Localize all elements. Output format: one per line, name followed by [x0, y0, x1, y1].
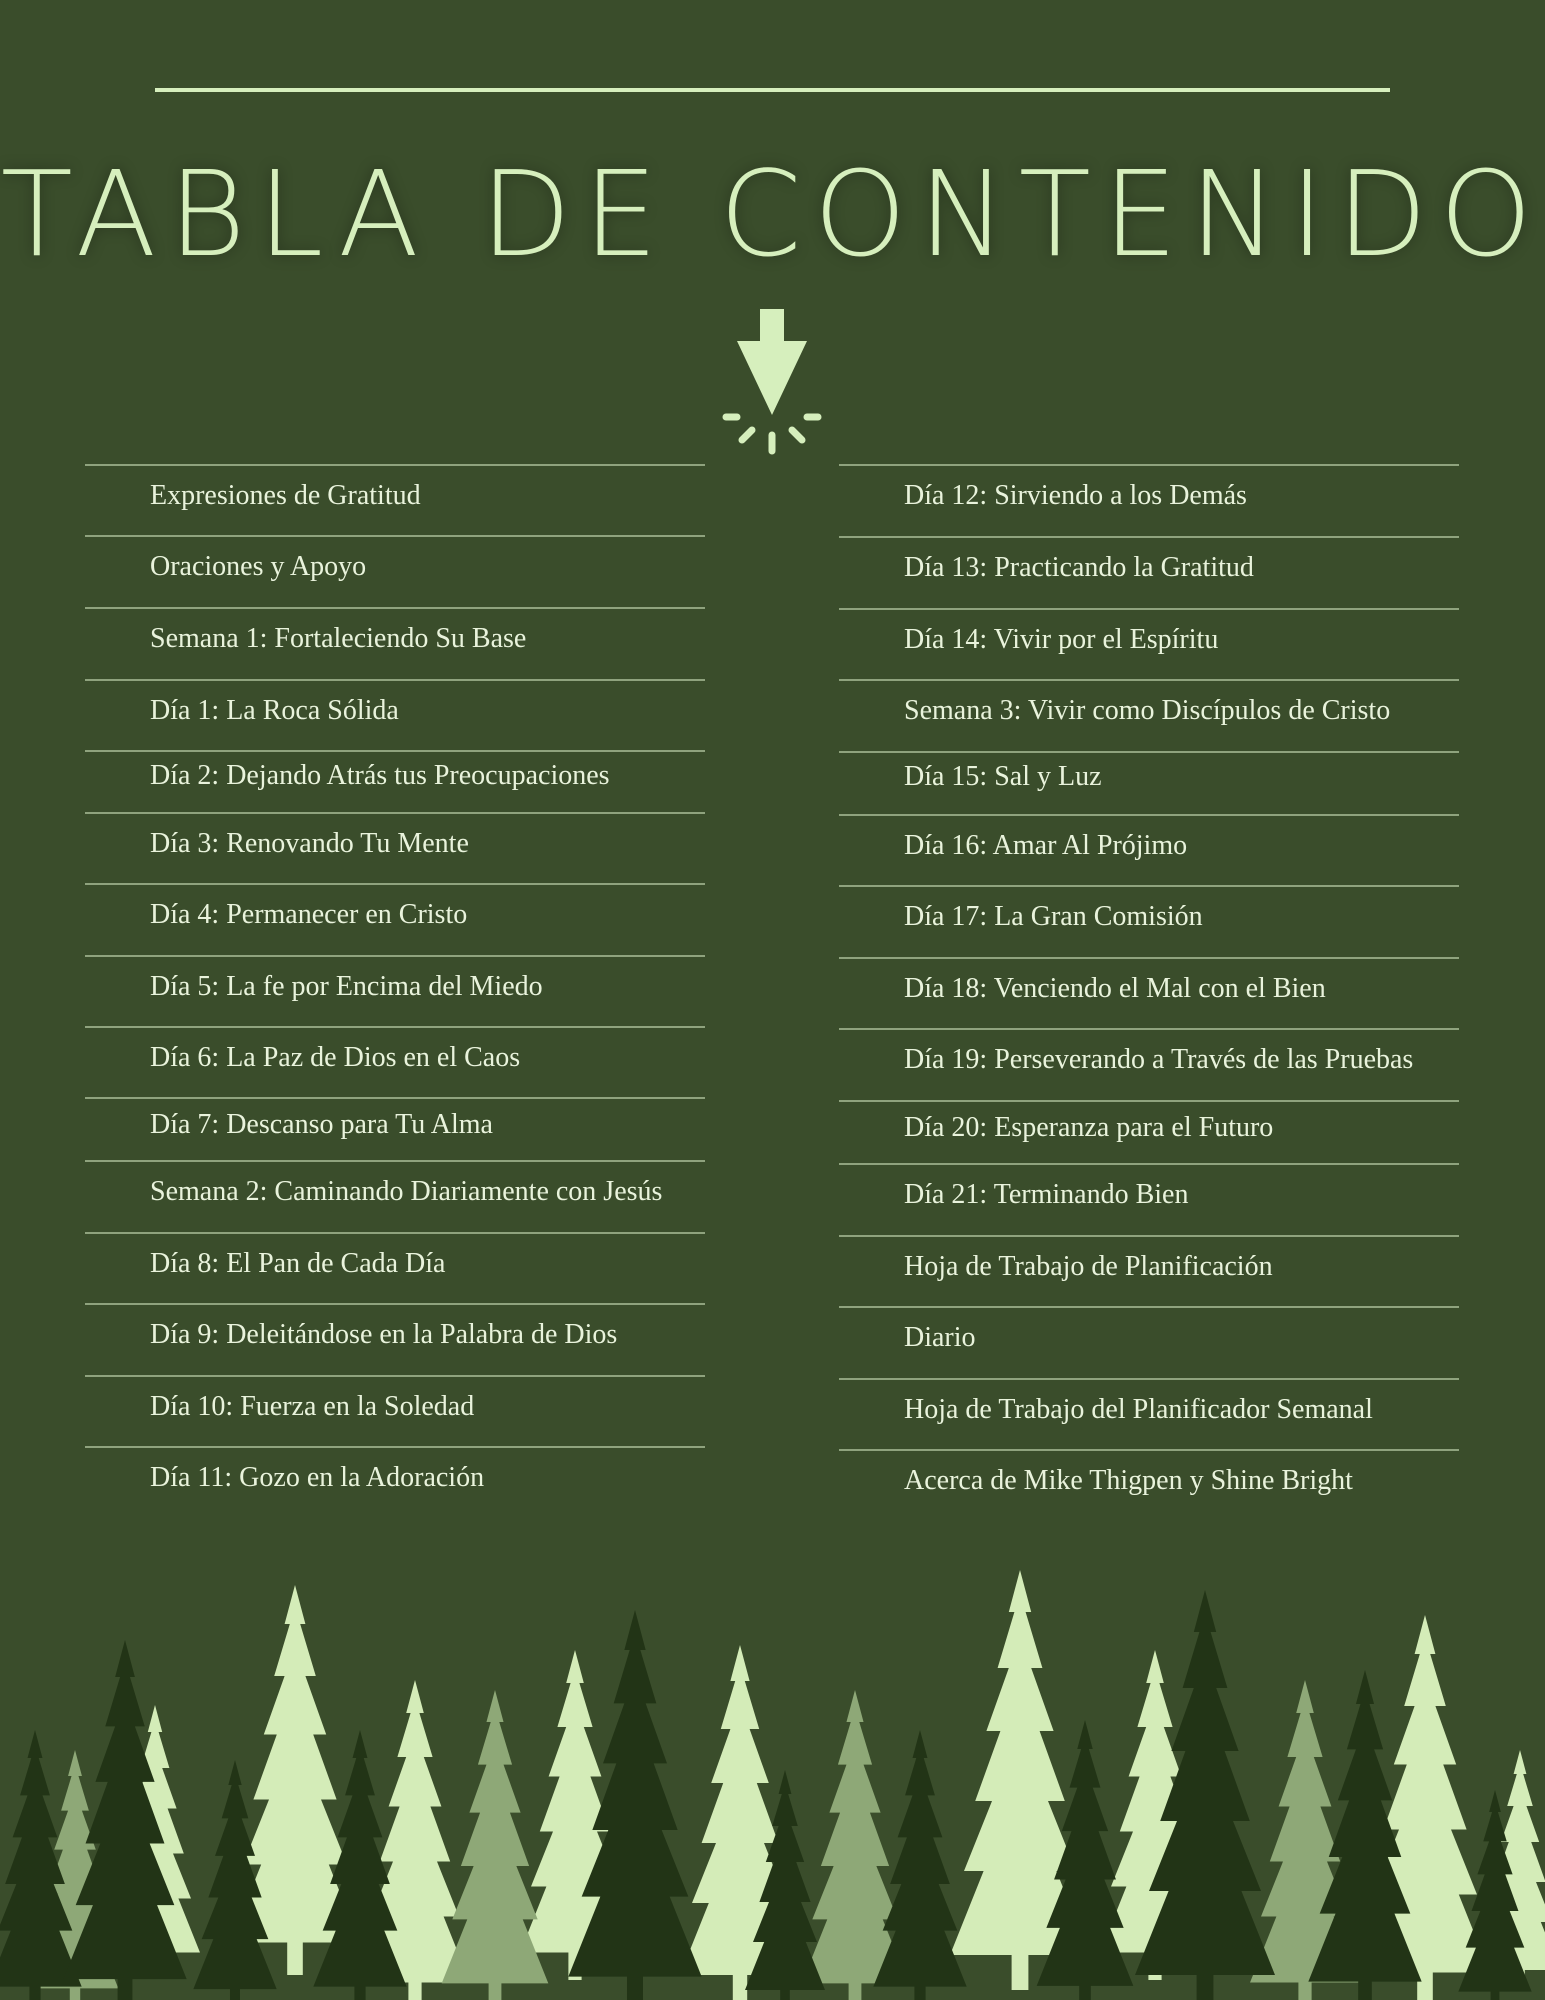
- toc-entry[interactable]: Día 7: Descanso para Tu Alma: [85, 1097, 705, 1160]
- toc-entry[interactable]: Día 3: Renovando Tu Mente: [85, 812, 705, 883]
- toc-entry[interactable]: Día 21: Terminando Bien: [839, 1163, 1459, 1235]
- toc-entry[interactable]: Hoja de Trabajo del Planificador Semanal: [839, 1378, 1459, 1449]
- toc-entry[interactable]: Día 20: Esperanza para el Futuro: [839, 1100, 1459, 1163]
- toc-entry[interactable]: Día 5: La fe por Encima del Miedo: [85, 955, 705, 1026]
- toc-entry[interactable]: Día 9: Deleitándose en la Palabra de Dios: [85, 1303, 705, 1375]
- toc-entry[interactable]: Día 4: Permanecer en Cristo: [85, 883, 705, 955]
- toc-entry[interactable]: Día 16: Amar Al Prójimo: [839, 814, 1459, 885]
- pine-forest-illustration: [0, 1530, 1545, 2000]
- down-arrow-icon: [722, 305, 822, 455]
- toc-entry[interactable]: Día 13: Practicando la Gratitud: [839, 536, 1459, 608]
- toc-entry[interactable]: Oraciones y Apoyo: [85, 535, 705, 607]
- toc-entry[interactable]: Acerca de Mike Thigpen y Shine Bright: [839, 1449, 1459, 1521]
- toc-entry[interactable]: Día 11: Gozo en la Adoración: [85, 1446, 705, 1518]
- toc-entry[interactable]: Día 12: Sirviendo a los Demás: [839, 464, 1459, 536]
- toc-left-column: [85, 464, 705, 1518]
- page-title: TABLA DE CONTENIDO: [0, 145, 1545, 283]
- toc-entry[interactable]: Semana 1: Fortaleciendo Su Base: [85, 607, 705, 679]
- toc-entry[interactable]: Día 8: El Pan de Cada Día: [85, 1232, 705, 1303]
- toc-entry[interactable]: Día 15: Sal y Luz: [839, 751, 1459, 814]
- toc-entry[interactable]: Expresiones de Gratitud: [85, 464, 705, 535]
- toc-entry[interactable]: Día 19: Perseverando a Través de las Pruebas: [839, 1028, 1459, 1100]
- toc-entry[interactable]: Día 1: La Roca Sólida: [85, 679, 705, 750]
- toc-entry[interactable]: Día 17: La Gran Comisión: [839, 885, 1459, 957]
- toc-entry[interactable]: Semana 2: Caminando Diariamente con Jesús: [85, 1160, 705, 1232]
- top-divider: [155, 88, 1390, 92]
- toc-entry[interactable]: Día 10: Fuerza en la Soledad: [85, 1375, 705, 1446]
- toc-entry[interactable]: Día 6: La Paz de Dios en el Caos: [85, 1026, 705, 1097]
- toc-entry[interactable]: Semana 3: Vivir como Discípulos de Cristo: [839, 679, 1459, 751]
- toc-entry[interactable]: Día 18: Venciendo el Mal con el Bien: [839, 957, 1459, 1028]
- toc-entry[interactable]: Día 2: Dejando Atrás tus Preocupaciones: [85, 750, 705, 812]
- toc-entry[interactable]: Hoja de Trabajo de Planificación: [839, 1235, 1459, 1306]
- toc-entry[interactable]: Diario: [839, 1306, 1459, 1378]
- toc-entry[interactable]: Día 14: Vivir por el Espíritu: [839, 608, 1459, 679]
- toc-right-column: [839, 464, 1459, 1521]
